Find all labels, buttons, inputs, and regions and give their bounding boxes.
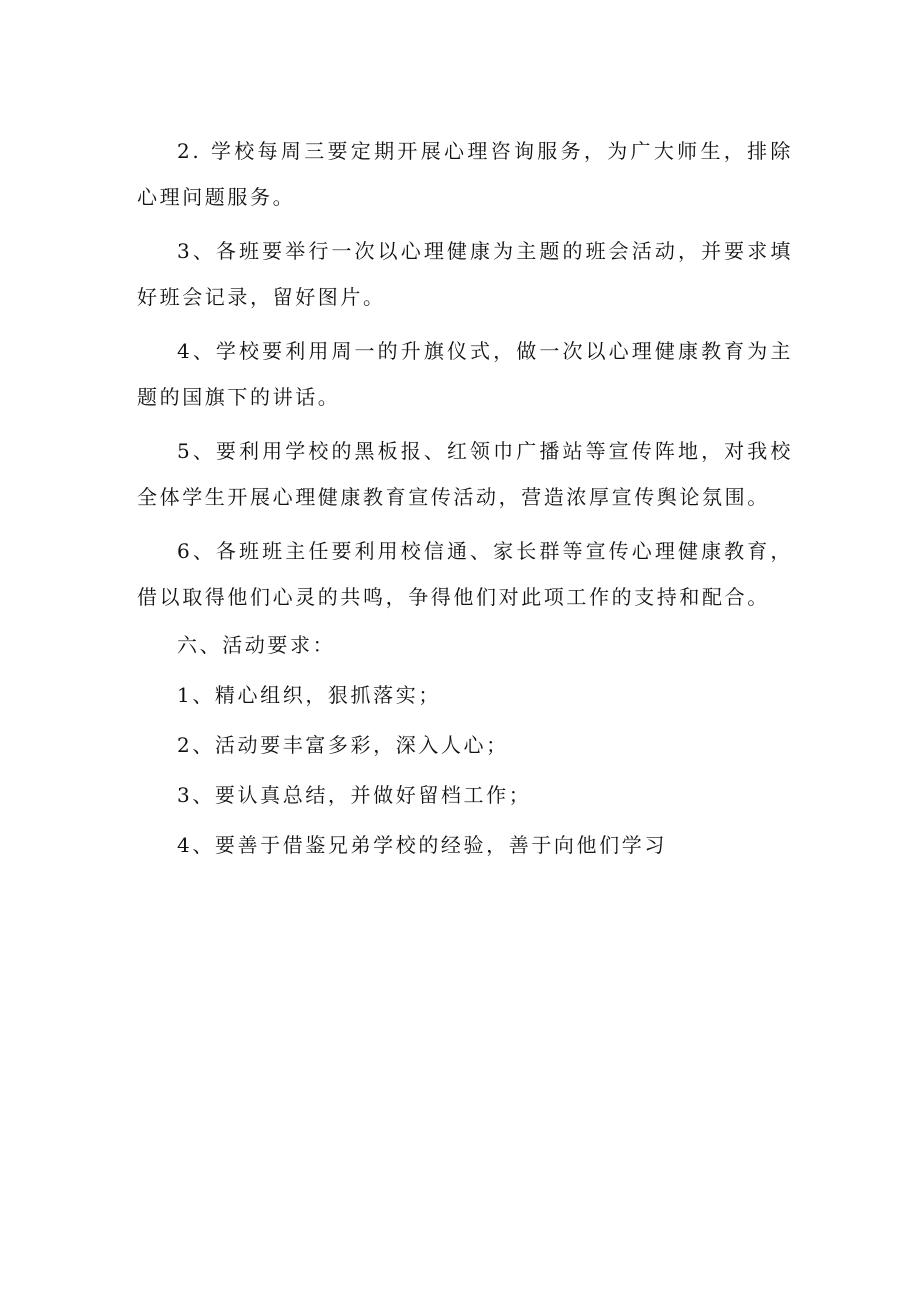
paragraph-item-6: 6、各班班主任要利用校信通、家长群等宣传心理健康教育，借以取得他们心灵的共鸣，争得他们对此项工作的支持和配合。 xyxy=(137,539,793,609)
paragraph-item-3: 3、各班要举行一次以心理健康为主题的班会活动，并要求填好班会记录，留好图片。 xyxy=(137,239,793,309)
requirement-item-4: 4、要善于借鉴兄弟学校的经验，善于向他们学习 xyxy=(177,833,667,857)
requirement-item-2: 2、活动要丰富多彩，深入人心； xyxy=(177,733,509,757)
document-body xyxy=(137,128,793,870)
paragraph-item-5: 5、要利用学校的黑板报、红领巾广播站等宣传阵地，对我校全体学生开展心理健康教育宣传活动，营造浓厚宣传舆论氛围。 xyxy=(137,439,793,509)
paragraph-item-4: 4、学校要利用周一的升旗仪式，做一次以心理健康教育为主题的国旗下的讲话。 xyxy=(137,339,793,409)
section-heading: 六、活动要求： xyxy=(177,633,336,657)
requirement-item-1: 1、精心组织，狠抓落实； xyxy=(177,683,441,707)
requirement-item-3: 3、要认真总结，并做好留档工作； xyxy=(177,783,532,807)
paragraph-item-2: 2. 学校每周三要定期开展心理咨询服务，为广大师生，排除心理问题服务。 xyxy=(137,139,793,209)
